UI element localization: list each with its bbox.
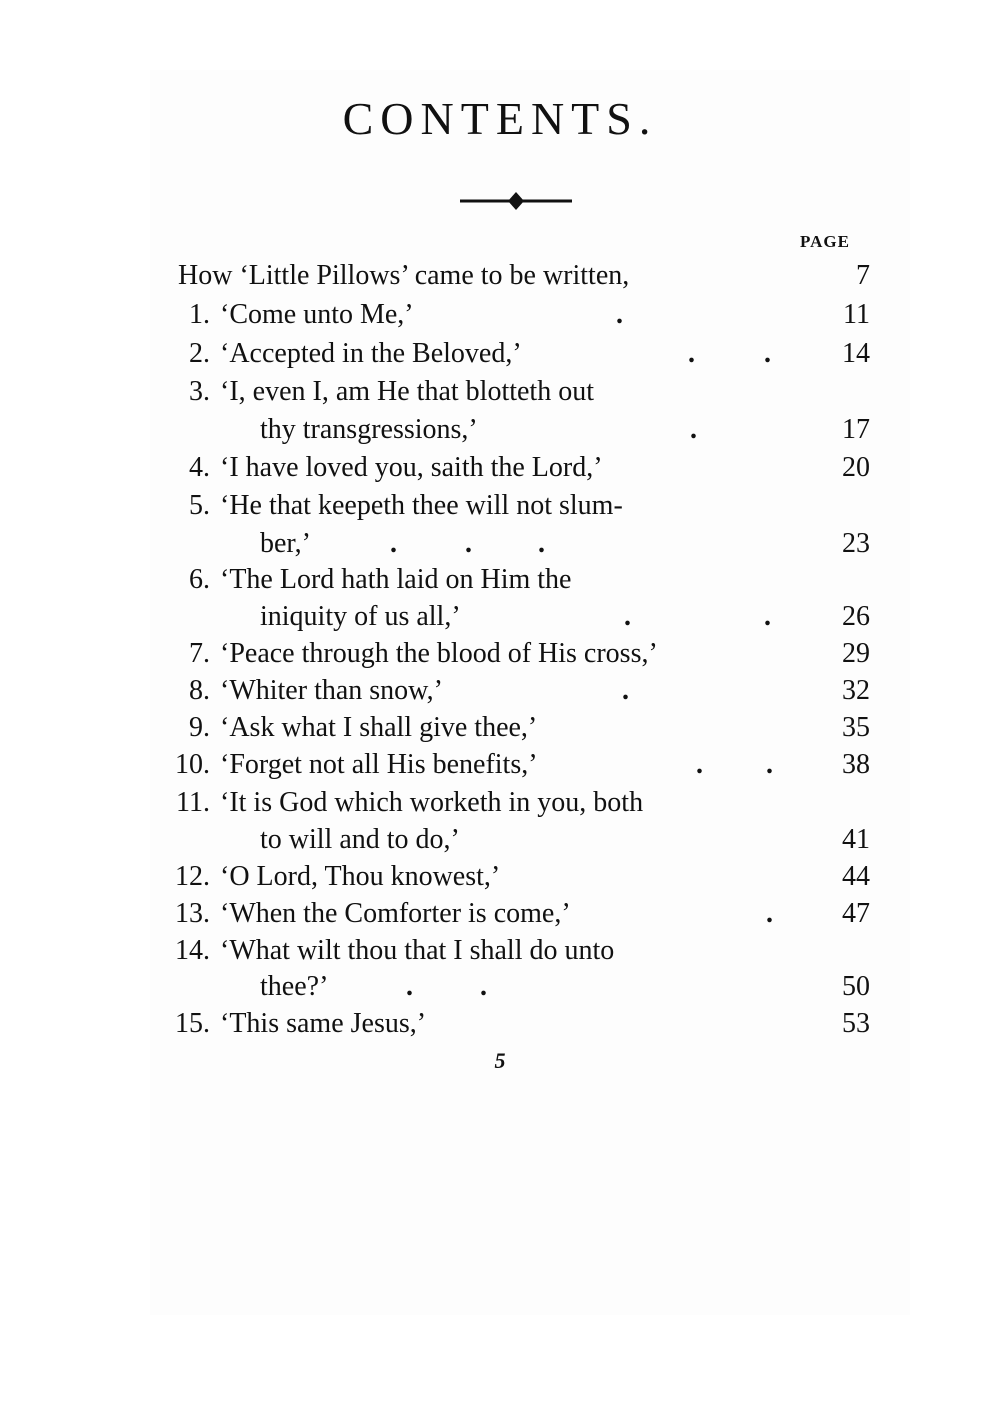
toc-page-number: 53 — [842, 1008, 870, 1039]
toc-page-number: 35 — [842, 712, 870, 743]
toc-entry-number: 15. — [175, 1008, 210, 1039]
toc-page-number: 14 — [842, 338, 870, 369]
toc-entry-title: ‘I, even I, am He that blotteth out — [220, 376, 594, 407]
toc-page-number: 29 — [842, 638, 870, 669]
toc-entry-number: 13. — [175, 898, 210, 929]
toc-entry-title: ber,’ — [260, 528, 311, 559]
ornament-divider-icon — [458, 188, 574, 214]
toc-page-number: 17 — [842, 414, 870, 445]
toc-page-number: 7 — [856, 260, 870, 291]
dot-leader: . — [766, 749, 773, 780]
dot-leader: . — [624, 601, 631, 632]
toc-entry-title: ‘The Lord hath laid on Him the — [220, 564, 572, 595]
toc-entry-title: iniquity of us all,’ — [260, 601, 461, 632]
toc-page-number: 38 — [842, 749, 870, 780]
page-column-header: PAGE — [800, 232, 850, 251]
toc-entry-number: 1. — [189, 299, 210, 330]
toc-entry-title: ‘Accepted in the Beloved,’ — [220, 338, 522, 369]
toc-page-number: 11 — [843, 299, 870, 330]
toc-entry-number: 5. — [189, 490, 210, 521]
toc-page-number: 50 — [842, 971, 870, 1002]
toc-page-number: 23 — [842, 528, 870, 559]
dot-leader: . — [480, 971, 487, 1002]
toc-page-number: 26 — [842, 601, 870, 632]
toc-entry-title: ‘Ask what I shall give thee,’ — [220, 712, 538, 743]
toc-entry-title: ‘It is God which worketh in you, both — [220, 787, 644, 818]
dot-leader: . — [538, 528, 545, 559]
toc-entry-title: ‘This same Jesus,’ — [220, 1008, 427, 1039]
toc-entry-number: 6. — [189, 564, 210, 595]
dot-leader: . — [622, 675, 629, 706]
toc-entry-title: ‘Come unto Me,’ — [220, 299, 414, 330]
toc-entry-number: 8. — [189, 675, 210, 706]
toc-entry-number: 9. — [189, 712, 210, 743]
toc-entry-title: ‘He that keepeth thee will not slum- — [220, 490, 623, 521]
toc-page-number: 44 — [842, 861, 870, 892]
toc-intro-title: How ‘Little Pillows’ came to be written, — [178, 260, 630, 291]
dot-leader: . — [688, 338, 695, 369]
dot-leader: . — [764, 601, 771, 632]
toc-page-number: 32 — [842, 675, 870, 706]
dot-leader: . — [764, 338, 771, 369]
toc-entry-number: 2. — [189, 338, 210, 369]
page-number: 5 — [494, 1048, 506, 1073]
toc-entry-number: 3. — [189, 376, 210, 407]
toc-entry-number: 14. — [175, 935, 210, 966]
toc-entry-title: ‘Whiter than snow,’ — [220, 675, 443, 706]
toc-entry-title: ‘I have loved you, saith the Lord,’ — [220, 452, 603, 483]
dot-leader: . — [406, 971, 413, 1002]
toc-entry-number: 10. — [175, 749, 210, 780]
toc-page-number: 47 — [842, 898, 870, 929]
toc-page-number: 20 — [842, 452, 870, 483]
dot-leader: . — [690, 414, 697, 445]
toc-entry-title: ‘When the Comforter is come,’ — [220, 898, 571, 929]
toc-entry-number: 4. — [189, 452, 210, 483]
toc-entry-number: 11. — [176, 787, 210, 818]
toc-entry-title: ‘What wilt thou that I shall do unto — [220, 935, 615, 966]
toc-entry-title: thy transgressions,’ — [260, 414, 478, 445]
page-title: CONTENTS. — [342, 93, 658, 144]
toc-entry-title: ‘Forget not all His benefits,’ — [220, 749, 538, 780]
toc-page-number: 41 — [842, 824, 870, 855]
toc-entry-title: ‘Peace through the blood of His cross,’ — [220, 638, 658, 669]
dot-leader: . — [616, 299, 623, 330]
toc-entry-title: thee?’ — [260, 971, 329, 1002]
toc-entry-title: ‘O Lord, Thou knowest,’ — [220, 861, 501, 892]
toc-entry-number: 7. — [189, 638, 210, 669]
toc-entry-number: 12. — [175, 861, 210, 892]
toc-entry-title: to will and to do,’ — [260, 824, 460, 855]
dot-leader: . — [696, 749, 703, 780]
dot-leader: . — [465, 528, 472, 559]
dot-leader: . — [390, 528, 397, 559]
dot-leader: . — [766, 898, 773, 929]
